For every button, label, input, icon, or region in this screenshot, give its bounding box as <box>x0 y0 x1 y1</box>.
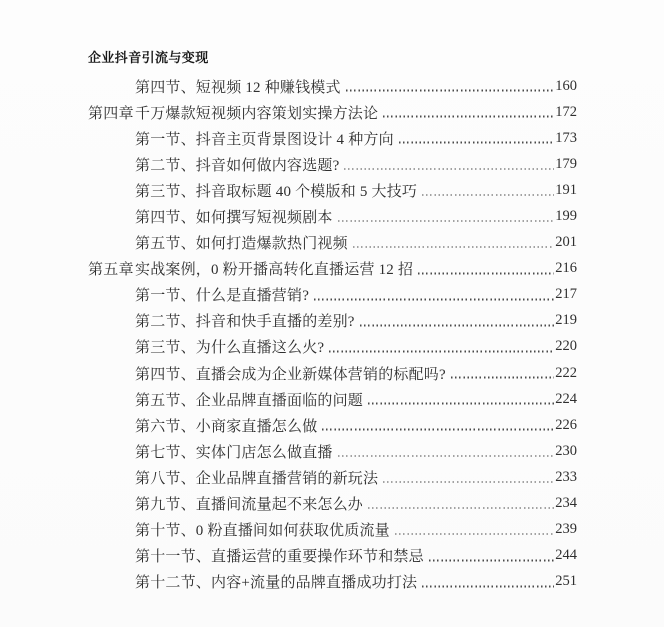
toc-section-entry <box>88 412 577 438</box>
entry-title: 第十一节、直播运营的重要操作环节和禁忌 <box>135 549 424 566</box>
dot-leader <box>360 325 555 327</box>
entry-title: 第八节、企业品牌直播营销的新玩法 <box>135 470 379 487</box>
entry-title: 第五节、如何打造爆款热门视频 <box>135 236 348 253</box>
toc-section-entry <box>88 125 577 151</box>
toc-section-entry <box>88 151 577 177</box>
entry-title: 第四节、直播会成为企业新媒体营销的标配吗? <box>135 366 446 383</box>
entry-page-number: 199 <box>555 208 577 225</box>
entry-title: 第十二节、内容+流量的品牌直播成功打法 <box>135 575 418 592</box>
entry-page-number: 179 <box>555 155 577 172</box>
entry-title: 第二节、抖音如何做内容选题? <box>135 157 340 174</box>
dot-leader <box>383 481 554 483</box>
dot-leader <box>399 142 554 144</box>
chapter-number-label: 第五章 <box>88 262 134 279</box>
dot-leader <box>353 246 554 248</box>
book-title-header: 企业抖音引流与变现 <box>88 50 209 65</box>
entry-page-number: 239 <box>555 521 577 538</box>
toc-section-entry <box>88 203 577 229</box>
dot-leader <box>383 116 554 118</box>
toc-section-entry <box>88 177 577 203</box>
dot-leader <box>368 403 554 405</box>
entry-title: 第三节、抖音取标题 40 个模版和 5 大技巧 <box>135 183 418 200</box>
entry-page-number: 160 <box>555 77 577 94</box>
toc-section-entry <box>88 308 577 334</box>
table-of-contents <box>88 73 577 595</box>
dot-leader <box>395 533 554 535</box>
toc-section-entry <box>88 543 577 569</box>
entry-title: 第七节、实体门店怎么做直播 <box>135 444 333 461</box>
toc-section-entry <box>88 491 577 517</box>
entry-title: 第一节、抖音主页背景图设计 4 种方向 <box>135 131 394 148</box>
entry-title: 千万爆款短视频内容策划实操方法论 <box>135 105 379 122</box>
dot-leader <box>338 455 555 457</box>
toc-section-entry <box>88 438 577 464</box>
toc-section-entry <box>88 282 577 308</box>
toc-section-entry <box>88 517 577 543</box>
entry-page-number: 230 <box>555 442 577 459</box>
entry-title: 第四节、如何撰写短视频剧本 <box>135 210 333 227</box>
entry-title: 第二节、抖音和快手直播的差别? <box>135 314 355 331</box>
entry-page-number: 217 <box>555 286 577 303</box>
toc-chapter-entry <box>88 256 577 282</box>
entry-title: 第九节、直播间流量起不来怎么办 <box>135 497 364 514</box>
dot-leader <box>329 351 554 353</box>
dot-leader <box>422 586 554 588</box>
dot-leader <box>338 220 555 222</box>
chapter-number-label: 第四章 <box>88 105 134 122</box>
dot-leader <box>346 90 555 92</box>
entry-title: 第四节、短视频 12 种赚钱模式 <box>135 79 341 96</box>
entry-page-number: 216 <box>555 260 577 277</box>
toc-section-entry <box>88 230 577 256</box>
dot-leader <box>429 559 554 561</box>
entry-page-number: 173 <box>555 129 577 146</box>
toc-section-entry <box>88 334 577 360</box>
entry-page-number: 220 <box>555 338 577 355</box>
entry-page-number: 234 <box>555 495 577 512</box>
dot-leader <box>422 194 554 196</box>
dot-leader <box>344 168 554 170</box>
entry-page-number: 172 <box>555 103 577 120</box>
entry-page-number: 219 <box>555 312 577 329</box>
dot-leader <box>451 377 554 379</box>
entry-page-number: 251 <box>555 573 577 590</box>
entry-page-number: 224 <box>555 390 577 407</box>
entry-title: 实战案例，0 粉开播高转化直播运营 12 招 <box>135 262 414 279</box>
dot-leader <box>368 507 554 509</box>
toc-chapter-entry <box>88 99 577 125</box>
toc-section-entry <box>88 360 577 386</box>
entry-page-number: 244 <box>555 547 577 564</box>
dot-leader <box>322 429 554 431</box>
entry-page-number: 233 <box>555 468 577 485</box>
entry-page-number: 222 <box>555 364 577 381</box>
dot-leader <box>314 299 554 301</box>
toc-section-entry <box>88 569 577 595</box>
entry-title: 第六节、小商家直播怎么做 <box>135 418 318 435</box>
dot-leader <box>418 272 554 274</box>
entry-page-number: 226 <box>555 416 577 433</box>
entry-title: 第五节、企业品牌直播面临的问题 <box>135 392 364 409</box>
toc-section-entry <box>88 464 577 490</box>
entry-title: 第一节、什么是直播营销? <box>135 288 310 305</box>
entry-page-number: 191 <box>555 181 577 198</box>
toc-section-entry <box>88 386 577 412</box>
toc-section-entry <box>88 73 577 99</box>
entry-page-number: 201 <box>555 234 577 251</box>
entry-title: 第三节、为什么直播这么火? <box>135 340 325 357</box>
entry-title: 第十节、0 粉直播间如何获取优质流量 <box>135 523 390 540</box>
